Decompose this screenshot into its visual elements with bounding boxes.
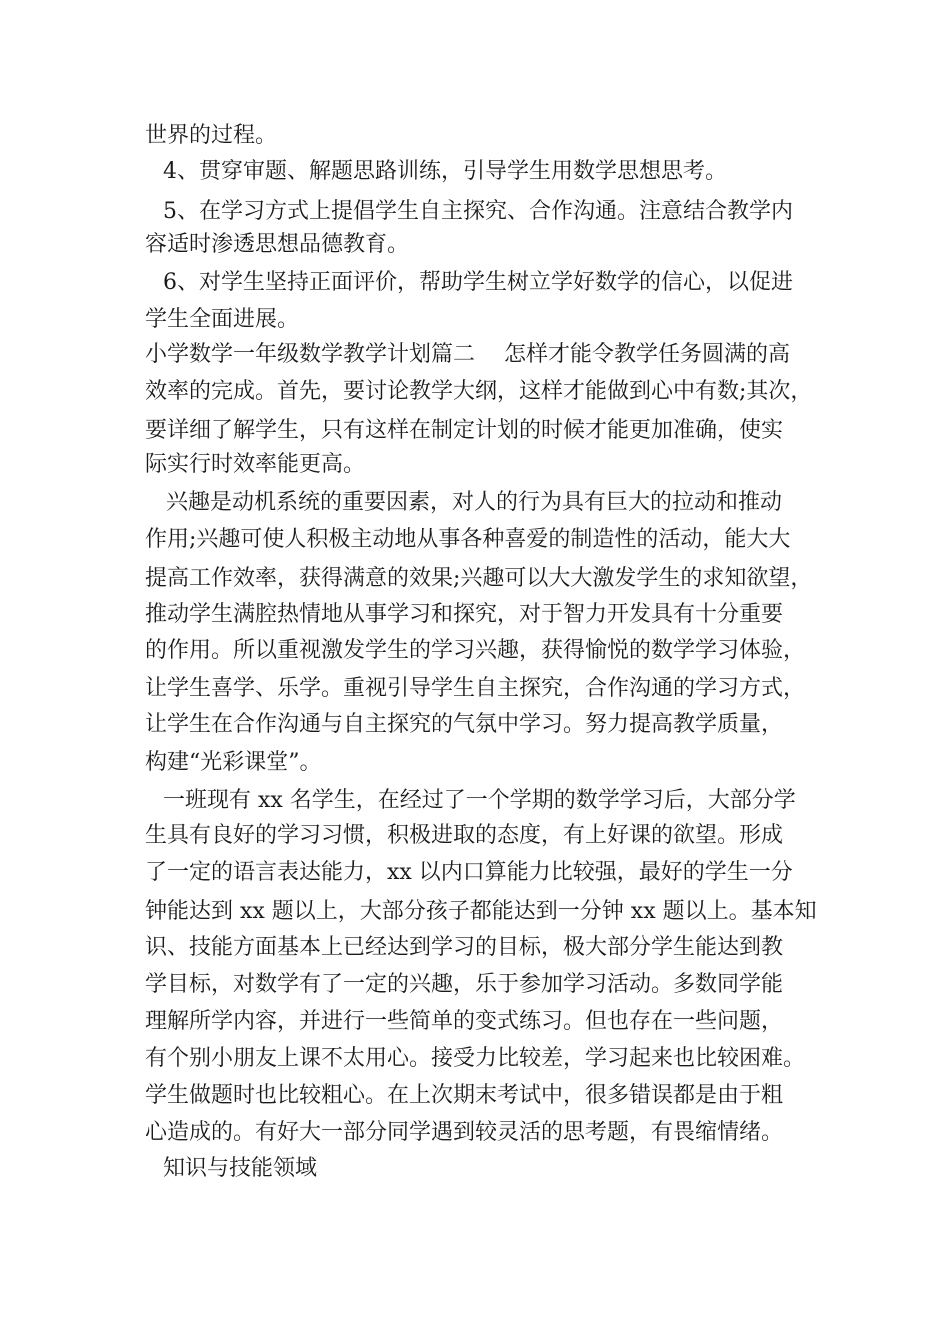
text-line: 世界的过程。 — [145, 123, 278, 148]
text-line: 提高工作效率，获得满意的效果;兴趣可以大大激发学生的求知欲望， — [145, 566, 813, 591]
text-line: 让学生在合作沟通与自主探究的气氛中学习。努力提高教学质量， — [145, 712, 784, 737]
text-line: 效率的完成。首先，要讨论教学大纲，这样才能做到心中有数;其次， — [145, 379, 813, 404]
text-line: 有个别小朋友上课不太用心。接受力比较差，学习起来也比较困难。 — [145, 1046, 806, 1071]
text-line: 构建“光彩课堂”。 — [145, 750, 322, 775]
text-line: 要详细了解学生，只有这样在制定计划的时候才能更加准确，使实 — [145, 418, 784, 443]
text-line: 容适时渗透思想品德教育。 — [145, 232, 410, 257]
text-line: 的作用。所以重视激发学生的学习兴趣，获得愉悦的数学学习体验， — [145, 638, 806, 663]
text-line: 学生做题时也比较粗心。在上次期末考试中，很多错误都是由于粗 — [145, 1083, 784, 1108]
text-line: 学目标，对数学有了一定的兴趣，乐于参加学习活动。多数同学能 — [145, 972, 784, 997]
text-line: 小学数学一年级数学教学计划篇二 怎样才能令教学任务圆满的高 — [145, 342, 790, 367]
text-line: 钟能达到 xx 题以上，大部分孩子都能达到一分钟 xx 题以上。基本知 — [145, 899, 817, 924]
text-line: 6、对学生坚持正面评价，帮助学生树立学好数学的信心，以促进 — [163, 270, 793, 295]
text-line: 际实行时效率能更高。 — [145, 452, 366, 477]
text-line: 学生全面进展。 — [145, 307, 300, 332]
text-line: 让学生喜学、乐学。重视引导学生自主探究，合作沟通的学习方式， — [145, 676, 806, 701]
text-line: 一班现有 xx 名学生，在经过了一个学期的数学学习后，大部分学 — [163, 788, 796, 813]
text-line: 生具有良好的学习习惯，积极进取的态度，有上好课的欲望。形成 — [145, 823, 784, 848]
text-line: 作用;兴趣可使人积极主动地从事各种喜爱的制造性的活动，能大大 — [145, 527, 791, 552]
text-line: 知识与技能领域 — [163, 1156, 318, 1181]
text-line: 5、在学习方式上提倡学生自主探究、合作沟通。注意结合教学内 — [163, 199, 793, 224]
text-line: 心造成的。有好大一部分同学遇到较灵活的思考题，有畏缩情绪。 — [145, 1120, 784, 1145]
text-line: 了一定的语言表达能力，xx 以内口算能力比较强，最好的学生一分 — [145, 860, 793, 885]
text-line: 4、贯穿审题、解题思路训练，引导学生用数学思想思考。 — [163, 159, 727, 184]
text-line: 理解所学内容，并进行一些简单的变式练习。但也存在一些问题， — [145, 1009, 784, 1034]
text-line: 推动学生满腔热情地从事学习和探究，对于智力开发具有十分重要 — [145, 602, 784, 627]
text-line: 识、技能方面基本上已经达到学习的目标，极大部分学生能达到教 — [145, 935, 784, 960]
text-line: 兴趣是动机系统的重要因素，对人的行为具有巨大的拉动和推动 — [166, 490, 783, 515]
